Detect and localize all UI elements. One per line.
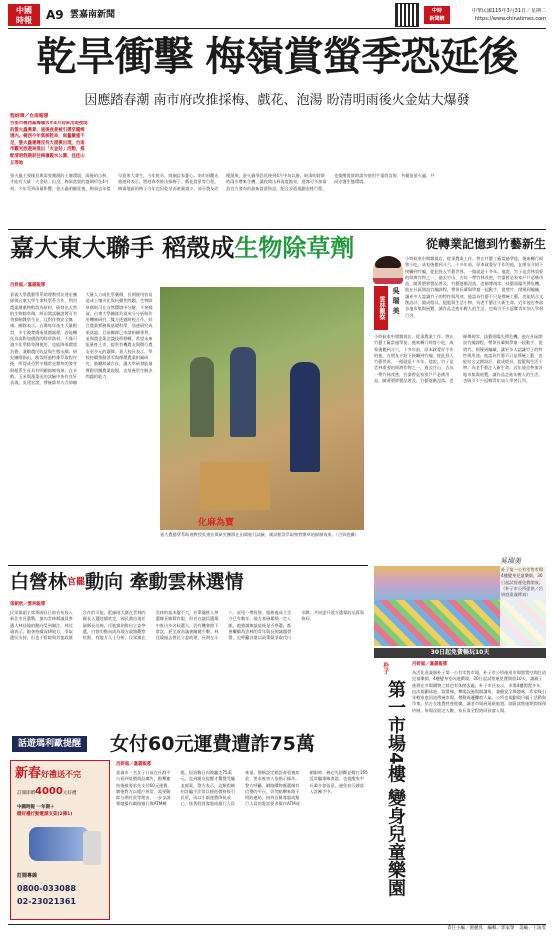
photo-tag: 化麻為寶 bbox=[198, 518, 235, 528]
website-url[interactable]: https://www.chinatimes.com bbox=[474, 16, 546, 22]
lead-intro: 台南市楠西區梅嶺去年4月迎來出現夜間的螢火蟲奧景，過後夜景被引導至龍崎境內。楠西今年氣候乾旱，雨量嚴重不足，螢火蟲遲遲沒有大規模出現，台南市觀光旅遊局推出「火金姑」活動，搭配清明假期前往梅嶺親水公園、佳佳山丘等地 bbox=[10, 121, 88, 166]
election-byline: 張朝欣／雲林報導 bbox=[10, 602, 46, 607]
feature-headline-main: 嘉大東大聯手 稻殼成 bbox=[10, 234, 235, 262]
market-kicker: 朴子 bbox=[381, 662, 389, 674]
brand-logo[interactable]: 中時 新聞網 bbox=[424, 6, 450, 24]
sample-box bbox=[200, 462, 270, 510]
lead-body: 螢火蟲主要棲息與需要潮濕的土壤環境，雨後的山林，才能有大量「火金姑」出沒，梅嶺賞螢的盛期約在4月初，今年受到雨量影響，螢火蟲明顯延後，梅嶺去年提早迎來大發生，今年乾旱，商圈店家憂心。南市府觀光旅遊局表示，將趁春季推出採梅子、戲花賞景等行程。梅嶺地區的梅子今年也因乾旱而產量減少，部分農友改種蔬果，螢火蟲季恐延後到4月中旬以後，盼清明時節的雨水帶來生機，讓夜間山林再度點亮，遊客可多加留意官方發布的最新賞螢資訊，配合步道規劃安排行程，也提醒賞螢時請勿使用手電筒直射、勿捕捉螢火蟲，共同守護生態環境。 bbox=[10, 173, 435, 191]
ad-offer-1: 中國時報 一年期＋ bbox=[17, 805, 55, 810]
feature-body: 嘉義大學農藝學系助理教授吳建宏團隊與台東大學生命科學系合作，利用農業廢棄物稻殼為原料，研發出天然的生物除草劑，經田間試驗證實可有效抑制雜草生長，且對作物安全無虞。團隊表示，台灣每年產生大量稻殼，多半被焚燒或低價處理，若能轉化為高附加價值的除草資材，不僅可減少化學除草劑使用，也能降低環境負擔，兼顧農民收益與生態永續。研究團隊指出，稻殼經過特殊萃取程序後，所得成分對多種常見雜草的發芽與根系生長具有明顯抑制效果，在水稻、玉米與蔬菜田的試驗中皆有良好表現。吳建宏說，傳統除草方式仰賴大量人力或化學藥劑，長期使用容易造成土壤劣化與抗藥性問題，生物除草劑則可在自然環境中分解，不會殘留。台東大學團隊負責成分分析與作用機制研究，雙方透過跨校合作，結合農業實務與基礎科學，加速研究成果落地。目前團隊已申請相關專利，並與農企業洽談技術移轉，希望未來能量產上市，提供有機農友與慣行農友更多元的選擇。嘉大校長表示，學校持續推動淨零與循環農業相關研究，鼓勵跨域合作，讓大學研發能量實際回饋農業現場，也培養學生解決問題的能力。 bbox=[10, 292, 153, 386]
logo-line1: 中國 bbox=[16, 5, 32, 15]
market-body: 為活化嘉義縣朴子第一公有零售市場，朴子市公所運用市場閒置空間打造兒童樂園，4樓變身室內遊戲場，30日起試營運免費開放10天，讓親子族群在市場購物之餘也有休閒去處。朴子市長表示，市場4樓閒置多年，這次規劃球池、溜滑梯、攀爬設施與閱讀角，兼顧安全與趣味，希望吸引年輕家庭回流傳統市場，帶動周邊攤商人氣。公所也規劃假日親子活動與市集，結合在地農特產推廣，讓老市場展現新風貌。園區試營運期間採預約制，每場次限定人數，家長需全程陪同孩童入場。 bbox=[412, 670, 546, 713]
header-rule bbox=[8, 28, 546, 29]
column-body-cont: 小時候家中開雜貨店，從事農業工作。曾在竹藝工廠當過學徒，後來轉行經營小吃，成家後搬到斗六，十多年前，原本就愛好手作的他，在朋友介紹下接觸到竹編，從此投入竹藝世界，一做就是十多年。他說，竹子是雲林重要的經濟作物之一，過去竹山、古坑一帶竹林茂密，竹器曾是家家戶戶必備用品，隨著塑膠製品普及，竹藝逐漸沒落，老師傅凋零，技藝面臨失傳危機。他在社區開設竹編課程，帶領長輩與學童一起動手，從劈竹、削篾到編織，讓更多人認識竹子的特性與用途。他認為竹藝不只是傳統工藝，也能結合文創設計，做成燈具、提籃與生活小物，為老手藝注入新生命。近年他也參加各地市集與展覽，讓作品走進年輕人的生活，也吸引不少返鄉青年加入學習行列。 bbox=[374, 334, 543, 384]
ad-offer-2: 贈好禮行動電源支架(2擇1) bbox=[17, 812, 73, 817]
header bbox=[8, 4, 546, 28]
lead-byline: 程炳璋／台南報導 bbox=[10, 114, 49, 119]
election-headline-small: 官罷 bbox=[67, 577, 86, 588]
ad-hotline-label: 訂閱專線 bbox=[17, 873, 38, 879]
ad-title-a: 新春 bbox=[15, 766, 42, 781]
feature-photo[interactable] bbox=[160, 287, 364, 530]
ad-amount-row bbox=[17, 785, 76, 800]
election-headline-a: 白營林 bbox=[10, 571, 68, 593]
feature-photo-caption: 嘉大農藝學系助理教授吳建宏與研究團隊在田間進行試驗，測試稻殼萃取物對雜草的抑制效果。（呂妍庭攝） bbox=[160, 532, 359, 537]
market-banner: 30日起免費暢玩10天 bbox=[374, 648, 546, 658]
market-byline: 呂妍庭／嘉義報導 bbox=[412, 662, 448, 667]
person-figure bbox=[190, 357, 214, 437]
column-label: 雲林觀察 bbox=[374, 286, 388, 330]
newspaper-logo[interactable] bbox=[8, 4, 40, 26]
footer-rule bbox=[8, 924, 546, 925]
ad-amount-prefix: 訂閱即贈 bbox=[17, 791, 35, 796]
feature-headline-accent: 生物除草劑 bbox=[234, 234, 355, 262]
feature-headline bbox=[10, 233, 365, 263]
ad-phone-1[interactable]: 0800-033088 bbox=[17, 884, 76, 893]
phone-stand-image bbox=[83, 831, 101, 865]
logo-line2: 時報 bbox=[16, 15, 32, 25]
ad-title-b: 好禮送不完 bbox=[41, 770, 82, 779]
column-body: 小時候家中開雜貨店，從事農業工作。曾在竹藝工廠當過學徒，後來轉行經營小吃，成家後搬到斗六，十多年前，原本就愛好手作的他，在朋友介紹下接觸到竹編，從此投入竹藝世界，一做就是十多年。他說，竹子是雲林重要的經濟作物之一，過去竹山、古坑一帶竹林茂密，竹器曾是家家戶戶必備用品，隨著塑膠製品普及，竹藝逐漸沒落，老師傅凋零，技藝面臨失傳危機。他在社區開設竹編課程，帶領長輩與學童一起動手，從劈竹、削篾到編織，讓更多人認識竹子的特性與用途。他認為竹藝不只是傳統工藝，也能結合文創設計，做成燈具、提籃與生活小物，為老手藝注入新生命。近年他也參加各地市集與展覽，讓作品走進年輕人的生活，也吸引不少返鄉青年加入學習行列。 bbox=[405, 256, 544, 318]
subscription-ad[interactable] bbox=[10, 760, 110, 920]
market-caption: 朴子第一公有零售市場4樓變身兒童樂園，30日起試營運免費開放。（朴子市公所提供／呂妍庭嘉義傳真） bbox=[500, 566, 546, 646]
feature-byline: 呂妍庭／嘉義報導 bbox=[10, 283, 46, 288]
section-name: 雲嘉南新聞 bbox=[70, 10, 116, 20]
lead-headline: 乾旱衝擊 梅嶺賞螢季恐延後 bbox=[36, 34, 518, 80]
ad-phone-2[interactable]: 02-23021361 bbox=[17, 897, 76, 906]
fraud-byline: 呂妍庭／嘉義報導 bbox=[116, 762, 152, 767]
column-author: 吳 瑞 美 bbox=[392, 287, 400, 315]
power-bank-image bbox=[29, 827, 89, 861]
lead-rule bbox=[8, 229, 546, 230]
fraud-body: 嘉義市一名女子日前在社群平台看到低價商品廣告，點擊連結後被要求先支付60元運費，隨後對方以帳戶異常、需要解除分期付款等理由，一步步誘導她操作網路銀行與ATM轉帳，短短數日內被騙走75萬元，直到親友提醒才驚覺受騙並報案。警方表示，這類假網拍詐騙手法常以極低價格吸引民眾，再以小額運費降低戒心，接著假冒客服或銀行人員來電，聲稱設定錯誤會重複扣款，要求被害人依指示操作。警方呼籲，網路購物應選擇有信譽的平台，切勿點擊來路不明的連結，接到自稱客服或銀行人員的電話要求操作ATM或網銀時，務必先掛斷並撥打165反詐騙專線查證，也提醒家中長輩多加留意，避免血汗錢落入詐團手中。 bbox=[116, 770, 368, 807]
mid-rule bbox=[8, 565, 368, 566]
author-hair bbox=[375, 256, 401, 268]
person-figure bbox=[230, 347, 256, 437]
author-shirt bbox=[373, 278, 403, 284]
election-headline-c: 動向 牽動雲林選情 bbox=[85, 571, 244, 593]
person-figure bbox=[290, 362, 320, 472]
lead-subhead: 因應踏春潮 南市府改推採梅、戲花、泡湯 盼清明雨後火金姑大爆發 bbox=[84, 93, 470, 108]
election-headline bbox=[10, 570, 370, 595]
qr-code-icon[interactable] bbox=[396, 4, 418, 26]
ad-amount: 4000 bbox=[35, 786, 63, 797]
election-body: 民眾黨副主席黃國昌日前宣布投入新北市長選戰，黨內雲林縣議員參選人林佳瑜的動向受到關注。林佳瑜表示，她會持續深耕地方，爭取選民支持，但也不排除與其他政黨合作的可能。藍綠兩大黨在雲林的縣長人選陸續底定，國民黨由現任副縣長出線，民進黨則推出立委參選，白營的動向成為地方政壇觀察焦點。有地方人士分析，民眾黨在雲林的基本盤不大，若單獨推人參選縣長勝算有限，但若在議員選舉中推出多名候選人，仍有機會搶下席次，甚至成為議會關鍵少數。林佳瑜過去曾任立委助理，長期在斗六、虎尾一帶經營，服務處成立至今已有數年，地方基層累積一定人脈，她強調無論最後是否參選，都會繼續為雲林的青年與長照議題發聲，也呼籲各黨以政策競爭取代口水戰，共同提升地方選舉的品質與格局。 bbox=[10, 610, 365, 641]
column-signature: 吳瑞美 bbox=[500, 557, 521, 565]
page-number: A9 bbox=[46, 8, 64, 22]
ad-title bbox=[15, 765, 81, 784]
ad-amount-suffix: 元好禮 bbox=[62, 791, 77, 796]
market-vertical-title: 第一市場4樓 變身兒童樂園 bbox=[385, 680, 406, 897]
footer-credits: 責任主編／黃麗真 編輯／郭家榮 美編／王詠雯 bbox=[447, 926, 546, 931]
fraud-headline: 女付60元運費遭詐75萬 bbox=[110, 733, 315, 755]
issue-date: 中華民國115年3月31日／星期二 bbox=[471, 8, 546, 14]
column-title: 從轉業記憶到竹藝新生 bbox=[425, 237, 546, 251]
fraud-tag: 話遊瑪利歐提醒 bbox=[12, 736, 87, 752]
column-author-photo bbox=[373, 256, 403, 284]
